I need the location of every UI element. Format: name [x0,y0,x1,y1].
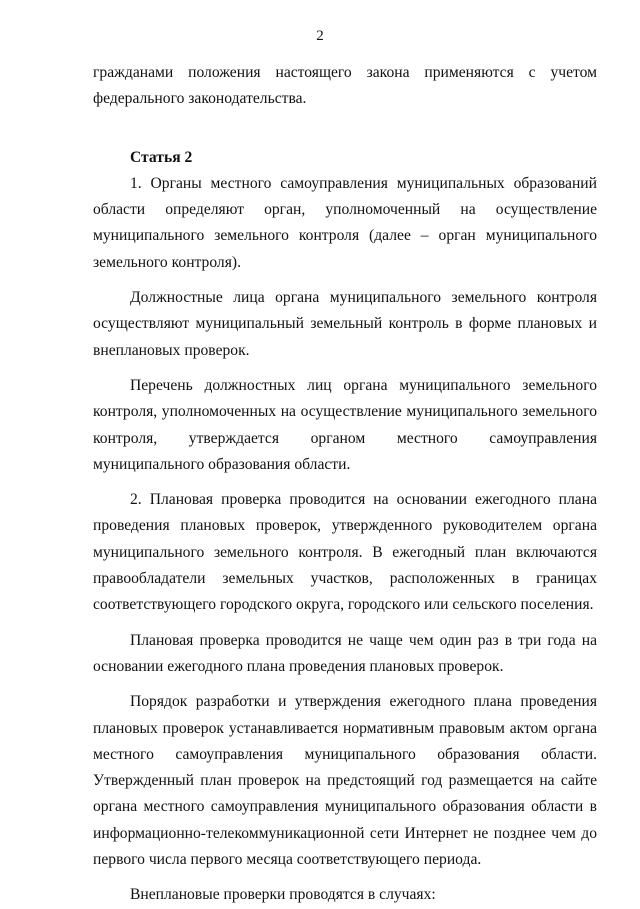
paragraph: Внеплановые проверки проводятся в случаях: [130,886,436,904]
page-number: 2 [316,28,324,44]
article-heading: Статья 2 [130,148,193,166]
document-body [93,60,597,909]
paragraph: 1. Органы местного самоуправления муниципальных образований области определяют орган, уполномоченный на осуществление муниципального земельного контроля (далее – орган муниципального земельного контроля). [93,174,597,271]
paragraph: Должностные лица органа муниципального земельного контроля осуществляют муниципальный земельный контроль в форме плановых и внеплановых проверок. [93,289,597,359]
paragraph: Перечень должностных лиц органа муниципального земельного контроля, уполномоченных на осуществление муниципального земельного контроля, утверждается органом местного самоуправления муниципального образования области. [93,376,597,473]
paragraph: Порядок разработки и утверждения ежегодного плана проведения плановых проверок устанавливается нормативным правовым актом органа местного самоуправления муниципального образования области. Утвержденный план проверок на предстоящий год размещается на сайте органа местного самоуправления муниципального образования области в информационно-телекоммуникационной сети Интернет не позднее чем до первого числа первого месяца соответствующего периода. [93,693,597,869]
paragraph-continuation: гражданами положения настоящего закона применяются с учетом федерального законодательства. [93,64,597,108]
paragraph: Плановая проверка проводится не чаще чем один раз в три года на основании ежегодного плана проведения плановых проверок. [93,631,597,675]
paragraph: 2. Плановая проверка проводится на основании ежегодного плана проведения плановых проверок, утвержденного руководителем органа муниципального земельного контроля. В ежегодный план включаются правообладатели земельных участков, расположенных в границах соответствующего городского округа, городского или сельского поселения. [93,491,597,614]
